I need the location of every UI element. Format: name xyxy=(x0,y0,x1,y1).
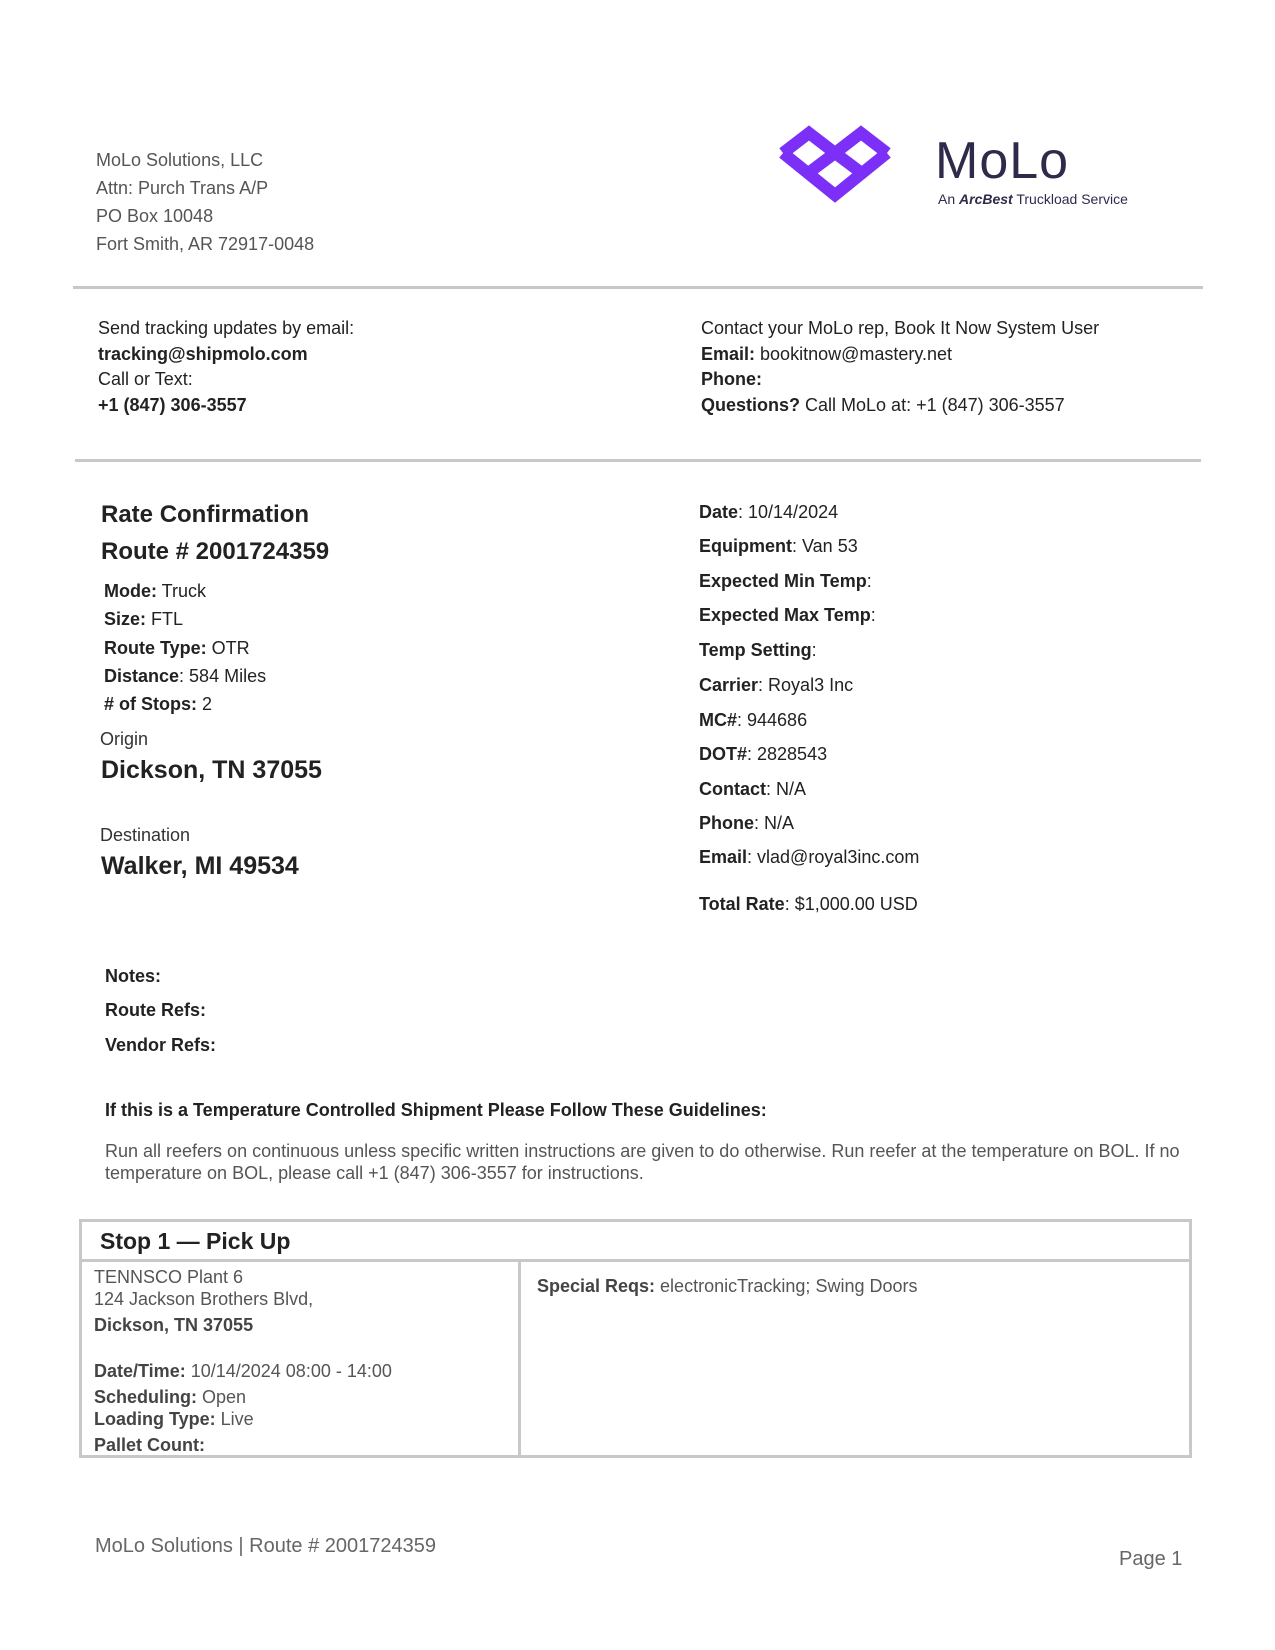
stop-header xyxy=(82,1222,1189,1262)
detail-date: Date: 10/14/2024 xyxy=(699,502,839,522)
column-divider xyxy=(518,1262,521,1455)
stop-loading-type: Loading Type: Live xyxy=(94,1409,254,1429)
guidelines-heading: If this is a Temperature Controlled Shipment Please Follow These Guidelines: xyxy=(105,1100,767,1120)
distance-field: Distance: 584 Miles xyxy=(104,666,267,686)
route-refs-label: Route Refs: xyxy=(105,1000,207,1020)
divider xyxy=(75,459,1201,462)
logo-tagline: An ArcBest Truckload Service xyxy=(938,191,1128,207)
detail-email: Email: vlad@royal3inc.com xyxy=(699,847,920,867)
route-number: Route # 2001724359 xyxy=(101,538,330,565)
destination-city: Walker, MI 49534 xyxy=(101,852,299,880)
total-rate: Total Rate: $1,000.00 USD xyxy=(699,894,918,914)
mode-field: Mode: Truck xyxy=(104,581,207,601)
rep-info xyxy=(701,316,1099,418)
rep-phone: Phone: xyxy=(701,369,762,389)
detail-temp-setting: Temp Setting: xyxy=(699,640,817,660)
facility-name: TENNSCO Plant 6 xyxy=(94,1267,244,1287)
address-line: Fort Smith, AR 72917-0048 xyxy=(96,234,315,254)
stops-field: # of Stops: 2 xyxy=(104,694,213,714)
detail-max-temp: Expected Max Temp: xyxy=(699,605,876,625)
tracking-info xyxy=(98,316,354,418)
molo-logo xyxy=(775,125,1155,225)
detail-carrier: Carrier: Royal3 Inc xyxy=(699,675,854,695)
footer-route: MoLo Solutions | Route # 2001724359 xyxy=(95,1535,437,1557)
page-number: Page 1 xyxy=(1119,1548,1183,1570)
route-type-field: Route Type: OTR xyxy=(104,638,250,658)
bill-to-address xyxy=(96,146,314,258)
stop-pallet-count: Pallet Count: xyxy=(94,1435,205,1455)
guidelines-body: Run all reefers on continuous unless specific written instructions are given to do otherwise. Run reefer at the temperature on BOL. If no temperature on BOL, please call +1 (847) 306-3557 for instructions. xyxy=(105,1141,1180,1183)
size-field: Size: FTL xyxy=(104,609,184,629)
stop-scheduling: Scheduling: Open xyxy=(94,1387,247,1407)
facility-street: 124 Jackson Brothers Blvd, xyxy=(94,1289,314,1309)
tracking-email[interactable]: tracking@shipmolo.com xyxy=(98,343,308,364)
address-line: Attn: Purch Trans A/P xyxy=(96,178,269,198)
tracking-phone[interactable]: +1 (847) 306-3557 xyxy=(98,394,247,415)
detail-mc: MC#: 944686 xyxy=(699,710,808,730)
detail-min-temp: Expected Min Temp: xyxy=(699,571,872,591)
rep-intro: Contact your MoLo rep, Book It Now System User xyxy=(701,318,1100,338)
stop-special-reqs: Special Reqs: electronicTracking; Swing Doors xyxy=(537,1276,918,1296)
stop-datetime: Date/Time: 10/14/2024 08:00 - 14:00 xyxy=(94,1361,392,1381)
detail-contact: Contact: N/A xyxy=(699,779,807,799)
divider xyxy=(73,286,1203,289)
vendor-refs-label: Vendor Refs: xyxy=(105,1035,217,1055)
stop-1-card xyxy=(79,1219,1192,1458)
stop-location xyxy=(94,1266,392,1456)
facility-city: Dickson, TN 37055 xyxy=(94,1315,254,1335)
rep-questions: Questions? Call MoLo at: +1 (847) 306-3557 xyxy=(701,394,1065,415)
detail-phone: Phone: N/A xyxy=(699,813,795,833)
address-line: PO Box 10048 xyxy=(96,206,214,226)
destination-label: Destination xyxy=(100,825,191,845)
tracking-intro: Send tracking updates by email: xyxy=(98,318,355,338)
origin-city: Dickson, TN 37055 xyxy=(101,756,322,784)
detail-equipment: Equipment: Van 53 xyxy=(699,536,858,556)
rep-email: Email: bookitnow@mastery.net xyxy=(701,343,953,364)
stop-title: Stop 1 — Pick Up xyxy=(100,1228,291,1254)
molo-mark-icon xyxy=(775,125,905,215)
detail-dot: DOT#: 2828543 xyxy=(699,744,828,764)
origin-label: Origin xyxy=(100,729,149,749)
call-label: Call or Text: xyxy=(98,369,193,389)
doc-title: Rate Confirmation xyxy=(101,501,310,528)
logo-wordmark: MoLo xyxy=(935,132,1070,190)
notes-label: Notes: xyxy=(105,966,162,986)
address-line: MoLo Solutions, LLC xyxy=(96,150,264,170)
